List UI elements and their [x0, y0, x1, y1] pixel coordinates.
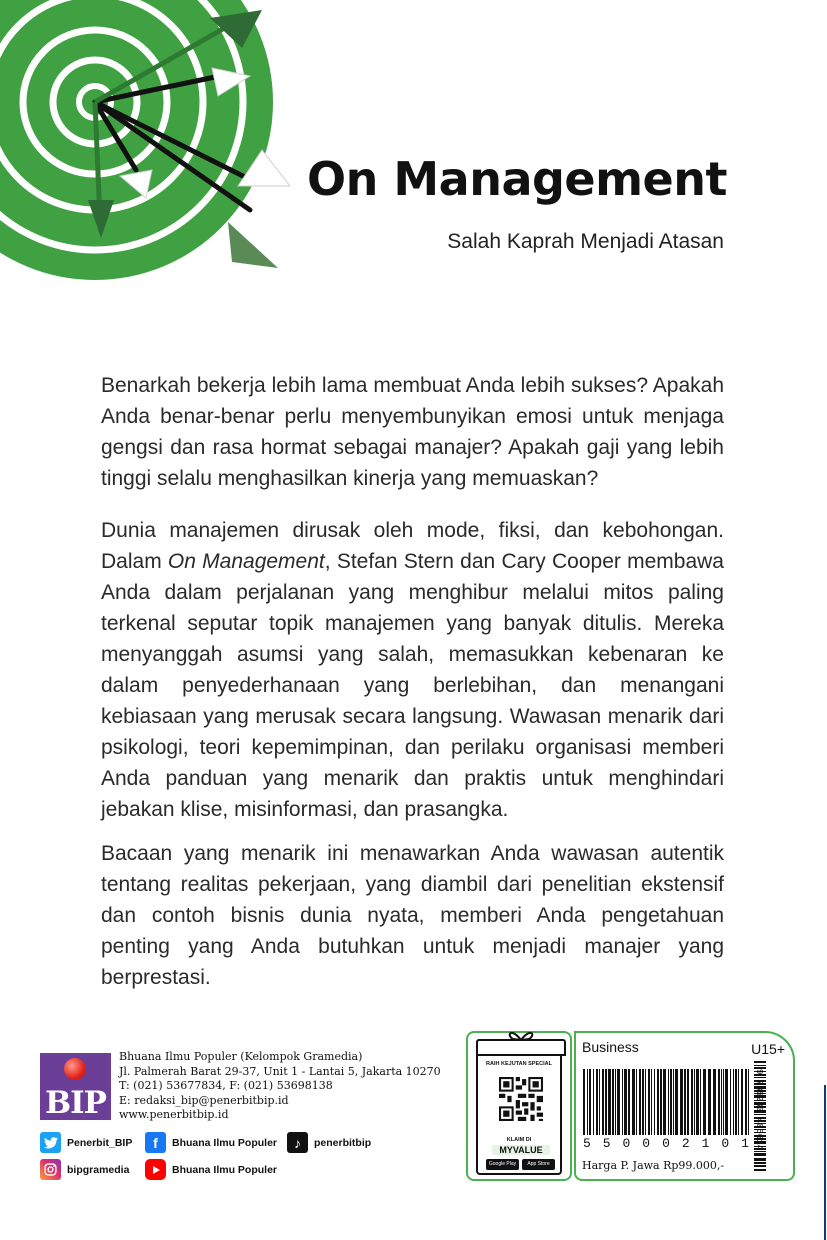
barcode-bar — [670, 1069, 672, 1135]
barcode-digit: 1 — [741, 1136, 749, 1151]
facebook-icon: f — [145, 1132, 166, 1153]
barcode-bar — [642, 1069, 644, 1135]
publisher-website: www.penerbitbip.id — [119, 1108, 229, 1121]
publisher-name: Bhuana Ilmu Populer (Kelompok Gramedia) — [119, 1050, 363, 1063]
barcode-bar — [632, 1069, 635, 1135]
myvalue-promo-box — [466, 1031, 572, 1181]
barcode-bar — [754, 1165, 766, 1167]
barcode-bar — [668, 1069, 669, 1135]
book-category: Business — [582, 1039, 639, 1055]
barcode-bar — [636, 1069, 637, 1135]
twitter-handle: Penerbit_BIP — [67, 1136, 133, 1149]
barcode-bar — [599, 1069, 600, 1135]
barcode-bar — [624, 1069, 627, 1135]
barcode-digits — [583, 1136, 749, 1151]
barcode-digit: 5 — [583, 1136, 591, 1151]
barcode-bar — [696, 1069, 699, 1135]
qr-code — [499, 1077, 543, 1121]
barcode-bar — [622, 1069, 623, 1135]
google-play-badge: Google Play — [486, 1159, 519, 1170]
barcode-bar — [721, 1069, 722, 1135]
blurb-p2-book-title: On Management — [167, 550, 325, 573]
social-instagram — [40, 1159, 129, 1180]
barcode-bar — [748, 1069, 749, 1135]
barcode-digit: 0 — [642, 1136, 651, 1151]
gift-bow — [506, 1025, 536, 1041]
barcode-bar — [617, 1069, 620, 1135]
barcode-bar — [651, 1069, 652, 1135]
barcode-bar — [745, 1069, 747, 1135]
publisher-address: Jl. Palmerah Barat 29-37, Unit 1 - Lantai 5, Jakarta 10270 — [119, 1064, 441, 1078]
barcode-bar — [708, 1069, 711, 1135]
barcode-bar — [612, 1069, 614, 1135]
barcode-bar — [687, 1069, 689, 1135]
barcode-bar — [738, 1069, 739, 1135]
instagram-handle: bipgramedia — [67, 1163, 130, 1176]
barcode-bar — [754, 1169, 766, 1171]
barcode-bar — [673, 1069, 674, 1135]
barcode-bar — [602, 1069, 604, 1135]
publisher-phone: T: (021) 53677834, F: (021) 53698138 — [119, 1079, 333, 1092]
barcode-bar — [754, 1162, 766, 1164]
barcode-bar — [691, 1069, 693, 1135]
barcode-bar — [660, 1069, 662, 1135]
barcode-bar — [754, 1151, 766, 1152]
twitter-icon — [40, 1132, 61, 1153]
social-tiktok — [287, 1132, 371, 1153]
barcode-bar — [657, 1069, 659, 1135]
barcode-bar — [733, 1069, 734, 1135]
barcode-bar — [713, 1069, 716, 1135]
barcode-digit: 0 — [721, 1136, 730, 1151]
instagram-icon — [40, 1159, 61, 1180]
barcode-bar — [700, 1069, 701, 1135]
edge-line — [824, 1085, 826, 1240]
barcode-bar — [628, 1069, 630, 1135]
barcode-bar — [725, 1069, 728, 1135]
barcode-bar — [639, 1069, 641, 1135]
barcode-bar — [741, 1069, 743, 1135]
barcode-bar — [730, 1069, 731, 1135]
social-twitter — [40, 1132, 132, 1153]
blurb-p2-rest: , Stefan Stern dan Cary Cooper membawa Anda dalam perjalanan yang menghibur melalui mitos paling terkenal seputar topik manajemen yang banyak ditulis. Mereka menyanggah asumsi yang salah, memasukkan kebenaran ke dalam penyederhanaan yang berlebihan, dan menangani kebiasaan yang merusak secara langsung. Wawasan menarik dari psikologi, teori kepemimpinan, dan perilaku organisasi memberi Anda panduan yang menarik dan praktis untuk menghindari jebakan klise, misinformasi, dan prasangka. — [101, 550, 724, 821]
logo-text: BIP — [44, 1085, 106, 1121]
gift-icon — [476, 1039, 562, 1175]
barcode-bar — [754, 1153, 766, 1156]
age-rating: U15+ — [751, 1041, 785, 1057]
blurb-p2-start: Dunia manajemen dirusak oleh mode, fiksi, dan kebohongan. Dalam — [101, 519, 724, 573]
app-store-badge: App Store — [522, 1159, 555, 1170]
barcode — [583, 1069, 749, 1135]
tiktok-handle: penerbitbip — [314, 1136, 372, 1149]
price: Harga P. Jawa Rp99.000,- — [582, 1159, 725, 1172]
book-subtitle: Salah Kaprah Menjadi Atasan — [447, 230, 724, 253]
blurb-paragraph-3: Bacaan yang menarik ini menawarkan Anda wawasan autentik tentang realitas pekerjaan, yang diambil dari penelitian ekstensif dan contoh bisnis dunia nyata, memberi Anda pengetahuan penting yang Anda butuhkan untuk menjadi manajer yang berprestasi. — [101, 842, 724, 989]
barcode-bar — [718, 1069, 720, 1135]
barcode-bar — [615, 1069, 616, 1135]
barcode-bar — [648, 1069, 650, 1135]
barcode-bar — [589, 1069, 591, 1135]
barcode-bar — [583, 1069, 585, 1135]
youtube-handle: Bhuana Ilmu Populer — [172, 1163, 278, 1176]
barcode-bar — [645, 1069, 646, 1135]
barcode-bar — [680, 1069, 683, 1135]
barcode-bar — [754, 1065, 766, 1066]
barcode-digit: 5 — [602, 1136, 611, 1151]
barcode-bar — [735, 1069, 737, 1135]
barcode-bar — [608, 1069, 611, 1135]
publisher-logo — [40, 1053, 111, 1120]
barcode-bar — [663, 1069, 666, 1135]
facebook-handle: Bhuana Ilmu Populer — [172, 1136, 278, 1149]
barcode-bar — [654, 1069, 655, 1135]
publisher-email: E: redaksi_bip@penerbitbip.id — [119, 1093, 289, 1107]
myvalue-top-label: RAIH KEJUTAN SPECIAL — [486, 1061, 552, 1067]
barcode-bar — [754, 1061, 766, 1063]
barcode-bar — [754, 1158, 766, 1161]
social-facebook — [145, 1132, 277, 1153]
barcode-bar — [605, 1069, 607, 1135]
barcode-bar — [723, 1069, 724, 1135]
target-arrows-illustration — [0, 0, 300, 300]
barcode-bar — [593, 1069, 594, 1135]
myvalue-logo: MYVALUE — [492, 1145, 550, 1155]
barcode-bar — [694, 1069, 695, 1135]
barcode-bar — [703, 1069, 706, 1135]
barcode-digit: 1 — [701, 1136, 710, 1151]
barcode-bar — [675, 1069, 678, 1135]
social-youtube — [145, 1159, 277, 1180]
youtube-icon — [145, 1159, 166, 1180]
book-title: On Management — [307, 152, 727, 206]
barcode-digit: 0 — [622, 1136, 631, 1151]
barcode-box — [574, 1031, 795, 1181]
tiktok-icon: ♪ — [287, 1132, 308, 1153]
blurb-paragraph-1: Benarkah bekerja lebih lama membuat Anda lebih sukses? Apakah Anda benar-benar perlu menyembunyikan emosi untuk menjaga gengsi dan rasa hormat sebagai manajer? Apakah gaji yang lebih tinggi selalu menghasilkan kinerja yang memuaskan? — [101, 374, 724, 490]
myvalue-klaim-label: KLAIM DI — [506, 1137, 532, 1143]
isbn-number: 9 786230 406614 — [754, 1069, 764, 1151]
barcode-digit: 2 — [681, 1136, 690, 1151]
barcode-bar — [684, 1069, 686, 1135]
publisher-info — [119, 1050, 441, 1123]
logo-red-dot — [64, 1058, 86, 1080]
barcode-bar — [596, 1069, 598, 1135]
barcode-bar — [587, 1069, 588, 1135]
barcode-digit: 0 — [662, 1136, 670, 1151]
blurb-paragraph-2 — [101, 515, 724, 825]
